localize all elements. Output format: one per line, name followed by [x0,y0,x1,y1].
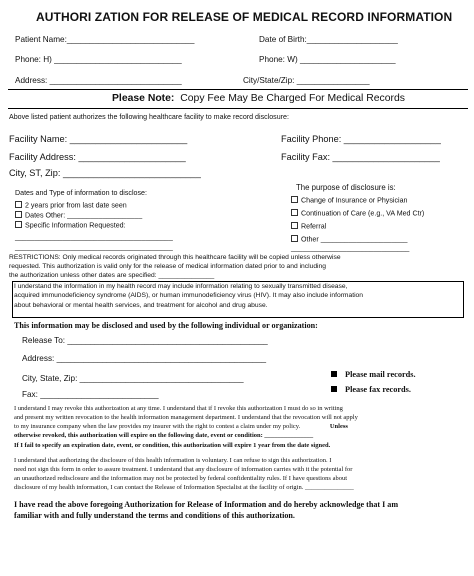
revocation-line: I understand I may revoke this authorization at any time. I understand that if I revoke this authorization I must do so in writing [14,405,343,412]
voluntary-line: an unauthorized redisclosure and the information may not be protected by federal confidentiality rules. If I have questions about [14,475,348,482]
recipient-heading: This information may be disclosed and used by the following individual or organization: [14,321,318,330]
fee-notice [112,93,405,104]
form-title: AUTHORI ZATION FOR RELEASE OF MEDICAL RECORD INFORMATION [36,10,453,24]
divider [8,89,468,90]
authorization-intro: Above listed patient authorizes the following healthcare facility to make record disclosure: [9,113,289,121]
sensitive-info-line: about behavioral or mental health services, and treatment for alcohol and drug abuse. [14,302,268,309]
restrictions-line: requested. This authorization is valid only for the release of medical information dated prior to and including [9,263,326,270]
recipient-fax-field[interactable]: Fax: __________________________ [22,390,159,399]
purpose-option-change-insurance[interactable]: Change of Insurance or Physician [291,196,407,205]
facility-fax-field[interactable]: Facility Fax: _____________________ [281,152,440,162]
facility-name-field[interactable]: Facility Name: _______________________ [9,134,188,144]
checkbox-icon[interactable] [291,196,298,203]
voluntary-line: need not sign this form in order to assure treatment. I understand that any disclosure of information carries with it the potential for [14,466,353,473]
checkbox-icon[interactable] [291,222,298,229]
revocation-line: otherwise revoked, this authorization will expire on the following date, event or condition: _______________ [14,432,314,439]
revocation-line: to my insurance company when the law provides my insurer with the right to contest a claim under my policy. Unless [14,423,348,430]
date-option-other[interactable]: Dates Other: ___________________ [15,211,142,220]
purpose-other-line[interactable]: ______________________________ [291,244,410,252]
checkbox-icon[interactable] [291,235,298,242]
patient-name-field[interactable]: Patient Name:____________________________ [15,35,195,44]
fee-notice-text: Copy Fee May Be Charged For Medical Records [180,93,405,104]
checkbox-icon[interactable] [331,371,337,377]
date-of-birth-field[interactable]: Date of Birth:____________________ [259,35,398,44]
acknowledgment-line: familiar with and fully understand the terms and conditions of this authorization. [14,511,295,520]
specific-info-line[interactable]: ________________________________________ [15,233,173,241]
checkbox-icon[interactable] [291,209,298,216]
fee-notice-label: Please Note: [112,93,175,104]
facility-address-field[interactable]: Facility Address: _____________________ [9,152,186,162]
revocation-line: and present my written revocation to the health information management department. I understand that the revocation will not apply [14,414,358,421]
mail-records-option[interactable]: Please mail records. [331,370,416,379]
release-to-field[interactable]: Release To: ____________________________________________ [22,336,268,345]
checkbox-icon[interactable] [15,221,22,228]
facility-phone-field[interactable]: Facility Phone: ___________________ [281,134,441,144]
voluntary-line: disclosure of my health information, I can contact the Release of Information Specialist at the facility of origin. _______________ [14,484,354,491]
sensitive-info-line: acquired immunodeficiency syndrome (AIDS), or human immunodeficiency virus (HIV). It may also include information [14,292,364,299]
sensitive-info-line: I understand the information in my health record may include information relating to sexually transmitted disease, [14,283,348,290]
date-option-two-years[interactable]: 2 years prior from last date seen [15,201,127,210]
recipient-city-state-zip-field[interactable]: City, State, Zip: ____________________________________ [22,374,244,383]
expiration-note: If I fail to specify an expiration date, event, or condition, this authorization will expire 1 year from the date signed. [14,442,331,449]
purpose-option-referral[interactable]: Referral [291,222,326,231]
checkbox-icon[interactable] [15,201,22,208]
patient-city-state-zip-field[interactable]: City/State/Zip: ________________ [243,76,370,85]
specific-info-line[interactable]: ________________________________________ [15,243,173,251]
recipient-address-field[interactable]: Address: ______________________________________________ [22,354,267,363]
acknowledgment-line: I have read the above foregoing Authorization for Release of Information and do hereby acknowledge that I am [14,500,399,509]
restrictions-line: the authorization unless other dates are specified: _______________ [9,272,215,279]
checkbox-icon[interactable] [15,211,22,218]
phone-work-field[interactable]: Phone: W) _____________________ [259,55,396,64]
checkbox-icon[interactable] [331,386,337,392]
phone-home-field[interactable]: Phone: H) ____________________________ [15,55,182,64]
purpose-heading: The purpose of disclosure is: [296,183,396,192]
voluntary-line: I understand that authorizing the disclosure of this health information is voluntary. I can refuse to sign this authorization. I [14,457,332,464]
date-option-specific[interactable]: Specific Information Requested: [15,221,126,230]
fax-records-option[interactable]: Please fax records. [331,385,411,394]
patient-address-field[interactable]: Address: _____________________________ [15,76,182,85]
facility-city-state-zip-field[interactable]: City, ST, Zip: ___________________________ [9,168,201,178]
purpose-option-other[interactable]: Other ______________________ [291,235,408,244]
dates-heading: Dates and Type of information to disclose: [15,189,147,197]
divider [8,108,468,109]
purpose-option-continuation-care[interactable]: Continuation of Care (e.g., VA Med Ctr) [291,209,424,218]
restrictions-line: RESTRICTIONS: Only medical records originated through this healthcare facility will be copied unless otherwise [9,254,341,261]
